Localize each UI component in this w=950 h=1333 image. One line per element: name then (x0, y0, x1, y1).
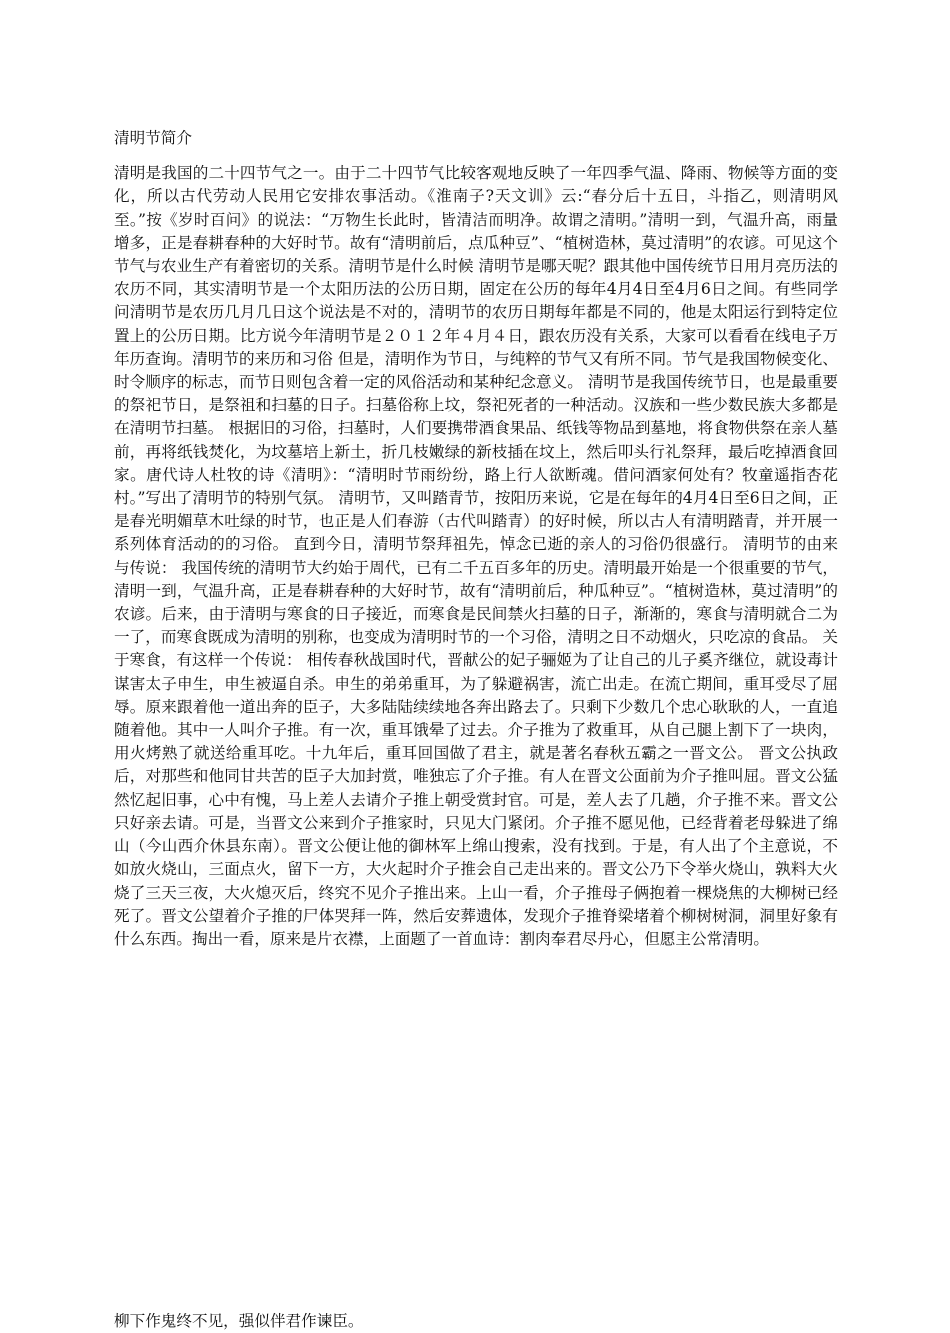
document-title: 清明节简介 (114, 129, 192, 147)
document-closing-line: 柳下作鬼终不见，强似伴君作谏臣。 (114, 1312, 364, 1330)
document-body-paragraph: 清明是我国的二十四节气之一。由于二十四节气比较客观地反映了一年四季气温、降雨、物候等方面的变化，所以古代劳动人民用它安排农事活动。《淮南子?天文训》云:“春分后十五日，斗指乙，则清明风至。”按《岁时百问》的说法：“万物生长此时，皆清洁而明净。故谓之清明。”清明一到，气温升高，雨量增多，正是春耕春种的大好时节。故有“清明前后，点瓜种豆”、“植树造林，莫过清明”的农谚。可见这个节气与农业生产有着密切的关系。清明节是什么时候 清明节是哪天呢？跟其他中国传统节日用月亮历法的农历不同，其实清明节是一个太阳历法的公历日期，固定在公历的每年4月4日至4月6日之间。有些同学问清明节是农历几月几日这个说法是不对的，清明节的农历日期每年都是不同的，他是太阳运行到特定位置上的公历日期。比方说今年清明节是２０１２年４月４日，跟农历没有关系，大家可以看看在线电子万年历查询。清明节的来历和习俗 但是，清明作为节日，与纯粹的节气又有所不同。节气是我国物候变化、时令顺序的标志，而节日则包含着一定的风俗活动和某种纪念意义。 清明节是我国传统节日，也是最重要的祭祀节日，是祭祖和扫墓的日子。扫墓俗称上坟，祭祀死者的一种活动。汉族和一些少数民族大多都是在清明节扫墓。 根据旧的习俗，扫墓时，人们要携带酒食果品、纸钱等物品到墓地，将食物供祭在亲人墓前，再将纸钱焚化，为坟墓培上新土，折几枝嫩绿的新枝插在坟上，然后叩头行礼祭拜，最后吃掉酒食回家。唐代诗人杜牧的诗《清明》：“清明时节雨纷纷，路上行人欲断魂。借问酒家何处有？牧童遥指杏花村。”写出了清明节的特别气氛。 清明节，又叫踏青节，按阳历来说，它是在每年的4月4日至6日之间，正是春光明媚草木吐绿的时节，也正是人们春游（古代叫踏青）的好时候，所以古人有清明踏青，并开展一系列体育活动的的习俗。 直到今日，清明节祭拜祖先，悼念已逝的亲人的习俗仍很盛行。 清明节的由来与传说： 我国传统的清明节大约始于周代，已有二千五百多年的历史。清明最开始是一个很重要的节气，清明一到，气温升高，正是春耕春种的大好时节，故有“清明前后，种瓜种豆”。“植树造林，莫过清明”的农谚。后来，由于清明与寒食的日子接近，而寒食是民间禁火扫墓的日子，渐渐的，寒食与清明就合二为一了，而寒食既成为清明的别称，也变成为清明时节的一个习俗，清明之日不动烟火，只吃凉的食品。 关于寒食，有这样一个传说： 相传春秋战国时代，晋献公的妃子骊姬为了让自己的儿子奚齐继位，就设毒计谋害太子申生，申生被逼自杀。申生的弟弟重耳，为了躲避祸害，流亡出走。在流亡期间，重耳受尽了屈辱。原来跟着他一道出奔的臣子，大多陆陆续续地各奔出路去了。只剩下少数几个忠心耿耿的人，一直追随着他。其中一人叫介子推。有一次，重耳饿晕了过去。介子推为了救重耳，从自己腿上割下了一块肉，用火烤熟了就送给重耳吃。十九年后，重耳回国做了君主，就是著名春秋五霸之一晋文公。 晋文公执政后，对那些和他同甘共苦的臣子大加封赏，唯独忘了介子推。有人在晋文公面前为介子推叫屈。晋文公猛然忆起旧事，心中有愧，马上差人去请介子推上朝受赏封官。可是，差人去了几趟，介子推不来。晋文公只好亲去请。可是，当晋文公来到介子推家时，只见大门紧闭。介子推不愿见他，已经背着老母躲进了绵山（今山西介休县东南）。晋文公便让他的御林军上绵山搜索，没有找到。于是，有人出了个主意说，不如放火烧山，三面点火，留下一方，大火起时介子推会自己走出来的。晋文公乃下令举火烧山，孰料大火烧了三天三夜，大火熄灭后，终究不见介子推出来。上山一看，介子推母子俩抱着一棵烧焦的大柳树已经死了。晋文公望着介子推的尸体哭拜一阵，然后安葬遗体，发现介子推脊梁堵着个柳树树洞，洞里好象有什么东西。掏出一看，原来是片衣襟，上面题了一首血诗：割肉奉君尽丹心，但愿主公常清明。 (114, 164, 838, 948)
document-page (114, 127, 838, 1330)
